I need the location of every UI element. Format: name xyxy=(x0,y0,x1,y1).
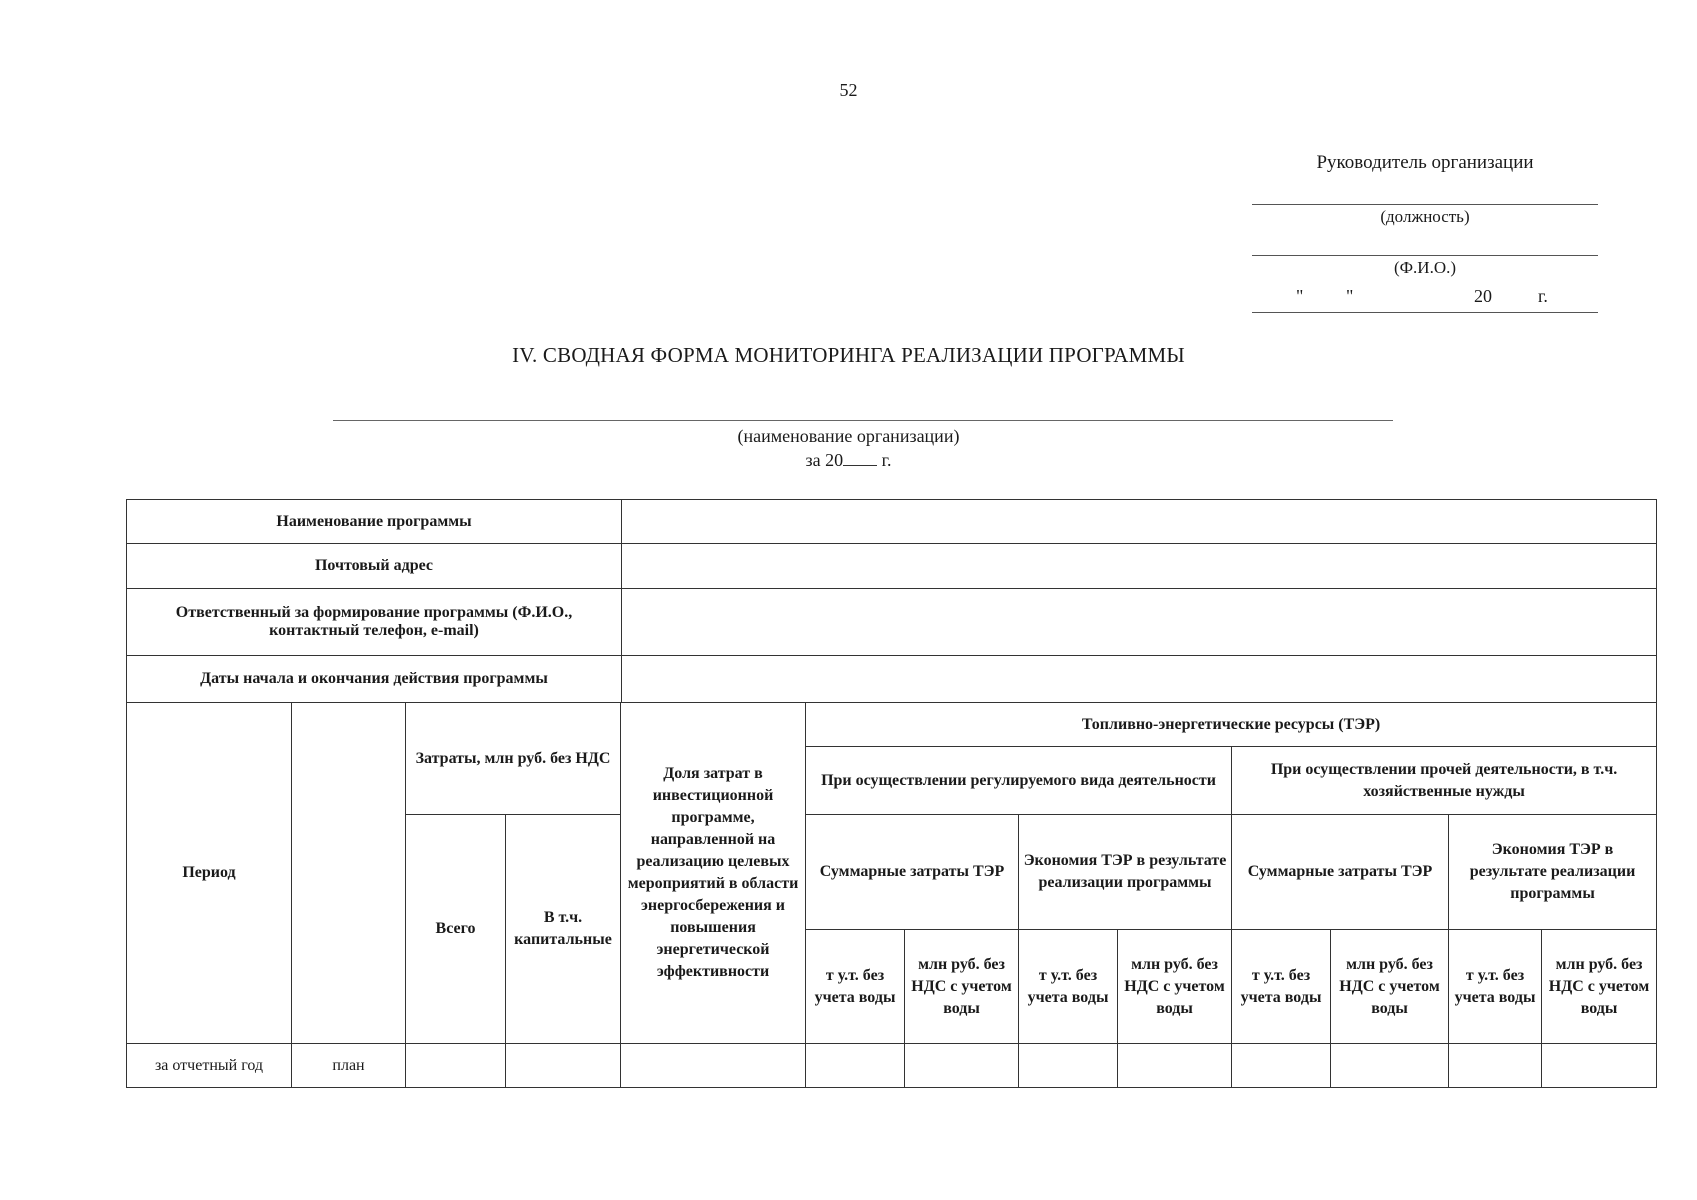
info-label: Ответственный за формирование программы (Ф.И.О., контактный телефон, e-mail) xyxy=(127,589,622,656)
page-title: IV. СВОДНАЯ ФОРМА МОНИТОРИНГА РЕАЛИЗАЦИИ ПРОГРАММЫ xyxy=(512,343,1185,367)
program-info-table xyxy=(126,499,1657,703)
info-row xyxy=(127,656,1657,703)
period-suffix: г. xyxy=(881,450,892,470)
period-caption xyxy=(0,450,1697,471)
mln-header: млн руб. без НДС с учетом воды xyxy=(1331,930,1449,1044)
tut-header: т у.т. без учета воды xyxy=(806,930,905,1044)
row-period: за отчетный год xyxy=(127,1044,292,1088)
share-header: Доля затрат в инвестиционной программе, направленной на реализацию целевых мероприятий в области энергосбережения и повышения энергетической эффективности xyxy=(621,703,806,1044)
table-cell[interactable] xyxy=(1232,1044,1331,1088)
type-header xyxy=(292,703,406,1044)
table-cell[interactable] xyxy=(1449,1044,1542,1088)
sum-costs-header: Суммарные затраты ТЭР xyxy=(1232,815,1449,930)
table-cell[interactable] xyxy=(621,1044,806,1088)
organization-caption: (наименование организации) xyxy=(737,426,960,446)
date-year-prefix: 20 xyxy=(1474,286,1492,306)
other-header: При осуществлении прочей деятельности, в т.ч. хозяйственные нужды xyxy=(1232,747,1657,815)
info-value[interactable] xyxy=(622,544,1657,589)
info-value[interactable] xyxy=(622,589,1657,656)
info-row xyxy=(127,500,1657,544)
name-line xyxy=(1252,233,1598,256)
info-row xyxy=(127,544,1657,589)
savings-header: Экономия ТЭР в результате реализации программы xyxy=(1019,815,1232,930)
date-quote-close: " xyxy=(1346,286,1354,306)
mln-header: млн руб. без НДС с учетом воды xyxy=(1542,930,1657,1044)
page-number: 52 xyxy=(839,80,858,100)
mln-header: млн руб. без НДС с учетом воды xyxy=(1118,930,1232,1044)
table-cell[interactable] xyxy=(1019,1044,1118,1088)
table-cell[interactable] xyxy=(905,1044,1019,1088)
tut-header: т у.т. без учета воды xyxy=(1232,930,1331,1044)
table-cell[interactable] xyxy=(806,1044,905,1088)
info-label: Наименование программы xyxy=(127,500,622,544)
mln-header: млн руб. без НДС с учетом воды xyxy=(905,930,1019,1044)
position-caption: (должность) xyxy=(1380,207,1470,226)
table-cell[interactable] xyxy=(1331,1044,1449,1088)
monitoring-table xyxy=(126,702,1657,1088)
tut-header: т у.т. без учета воды xyxy=(1449,930,1542,1044)
table-cell[interactable] xyxy=(1118,1044,1232,1088)
period-prefix: за 20 xyxy=(805,450,844,470)
table-row xyxy=(127,1044,1657,1088)
position-line xyxy=(1252,182,1598,205)
date-quote-open: " xyxy=(1296,286,1304,306)
year-blank xyxy=(843,451,877,466)
name-caption: (Ф.И.О.) xyxy=(1393,258,1457,277)
signature-date xyxy=(1252,284,1598,313)
date-year-suffix: г. xyxy=(1538,286,1548,306)
regulated-header: При осуществлении регулируемого вида деятельности xyxy=(806,747,1232,815)
tut-header: т у.т. без учета воды xyxy=(1019,930,1118,1044)
ter-header: Топливно-энергетические ресурсы (ТЭР) xyxy=(806,703,1657,747)
organization-line xyxy=(333,420,1393,421)
total-header: Всего xyxy=(406,815,506,1044)
costs-header: Затраты, млн руб. без НДС xyxy=(406,703,621,815)
table-cell[interactable] xyxy=(406,1044,506,1088)
info-value[interactable] xyxy=(622,500,1657,544)
sum-costs-header: Суммарные затраты ТЭР xyxy=(806,815,1019,930)
info-label: Почтовый адрес xyxy=(127,544,622,589)
period-header: Период xyxy=(127,703,292,1044)
table-cell[interactable] xyxy=(506,1044,621,1088)
info-label: Даты начала и окончания действия программы xyxy=(127,656,622,703)
savings-header: Экономия ТЭР в результате реализации программы xyxy=(1449,815,1657,930)
signature-role: Руководитель организации xyxy=(1316,152,1534,173)
header-row xyxy=(127,703,1657,747)
row-type: план xyxy=(292,1044,406,1088)
signature-block xyxy=(1252,152,1598,313)
capital-header: В т.ч. капитальные xyxy=(506,815,621,1044)
table-cell[interactable] xyxy=(1542,1044,1657,1088)
info-value[interactable] xyxy=(622,656,1657,703)
info-row xyxy=(127,589,1657,656)
